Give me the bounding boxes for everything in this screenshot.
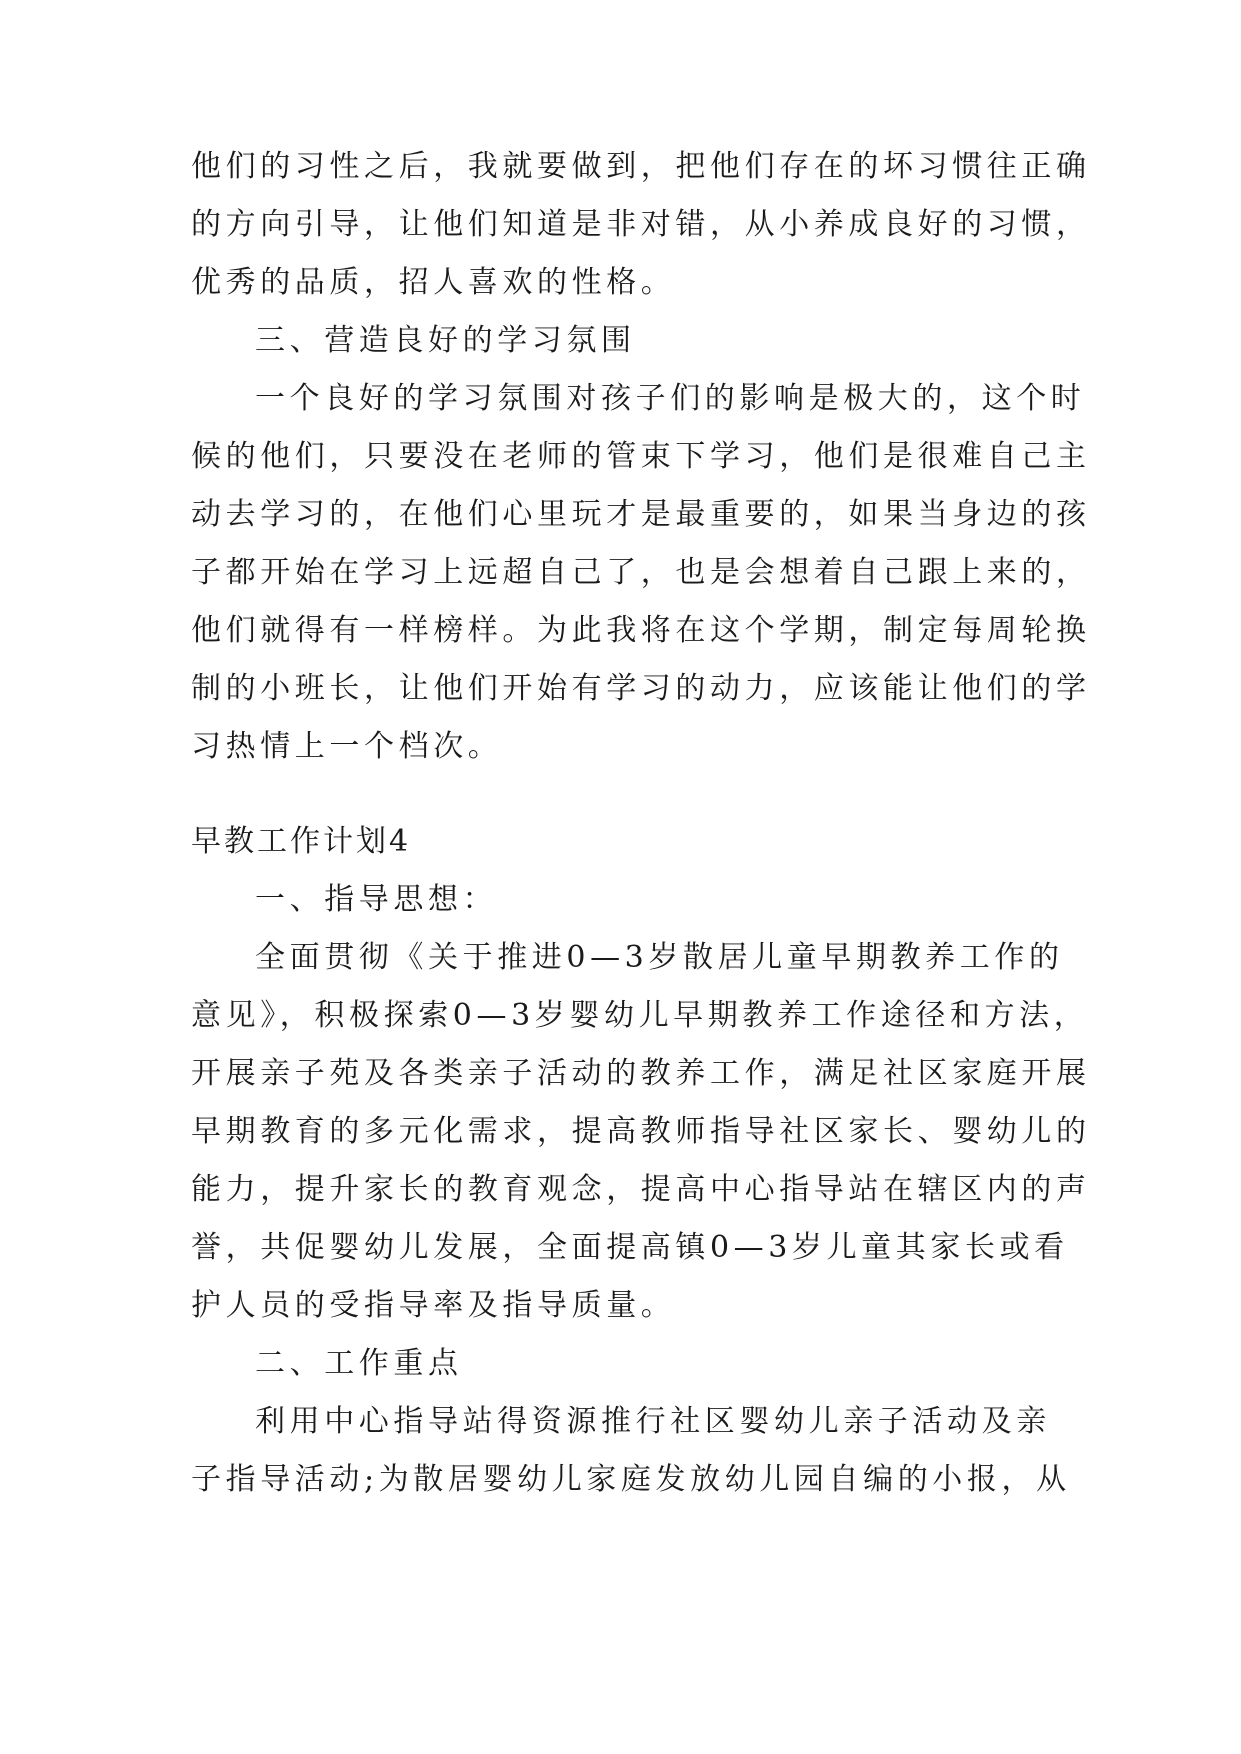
paragraph-line: 全面贯彻《关于推进0—3岁散居儿童早期教养工作的 [255, 940, 1064, 975]
paragraph-line: 优秀的品质，招人喜欢的性格。 [191, 265, 676, 300]
paragraph-line: 开展亲子苑及各类亲子活动的教养工作，满足社区家庭开展 [191, 1056, 1091, 1091]
paragraph-line: 子指导活动;为散居婴幼儿家庭发放幼儿园自编的小报，从 [191, 1462, 1071, 1497]
paragraph-line: 的方向引导，让他们知道是非对错，从小养成良好的习惯， [191, 207, 1091, 242]
paragraph-line: 制的小班长，让他们开始有学习的动力，应该能让他们的学 [191, 671, 1091, 706]
paragraph-line: 习热情上一个档次。 [191, 729, 503, 764]
paragraph-line: 能力，提升家长的教育观念，提高中心指导站在辖区内的声 [191, 1172, 1091, 1207]
section-heading: 三、营造良好的学习氛围 [255, 323, 636, 358]
paragraph-line: 候的他们，只要没在老师的管束下学习，他们是很难自己主 [191, 439, 1091, 474]
paragraph-line: 一个良好的学习氛围对孩子们的影响是极大的，这个时 [255, 381, 1086, 416]
paragraph-line: 子都开始在学习上远超自己了，也是会想着自己跟上来的， [191, 555, 1091, 590]
paragraph-line: 意见》，积极探索0—3岁婴幼儿早期教养工作途径和方法， [191, 998, 1089, 1033]
section-heading: 二、工作重点 [255, 1346, 463, 1381]
paragraph-line: 他们的习性之后，我就要做到，把他们存在的坏习惯往正确 [191, 149, 1091, 184]
paragraph-line: 誉，共促婴幼儿发展，全面提高镇0—3岁儿童其家长或看 [191, 1230, 1069, 1265]
paragraph-line: 利用中心指导站得资源推行社区婴幼儿亲子活动及亲 [255, 1404, 1051, 1439]
paragraph-line: 他们就得有一样榜样。为此我将在这个学期，制定每周轮换 [191, 613, 1091, 648]
paragraph-line: 护人员的受指导率及指导质量。 [191, 1288, 676, 1323]
paragraph-line: 早期教育的多元化需求，提高教师指导社区家长、婴幼儿的 [191, 1114, 1091, 1149]
plan-title: 早教工作计划4 [191, 824, 412, 859]
paragraph-line: 动去学习的，在他们心里玩才是最重要的，如果当身边的孩 [191, 497, 1091, 532]
section-heading: 一、指导思想： [255, 882, 498, 917]
